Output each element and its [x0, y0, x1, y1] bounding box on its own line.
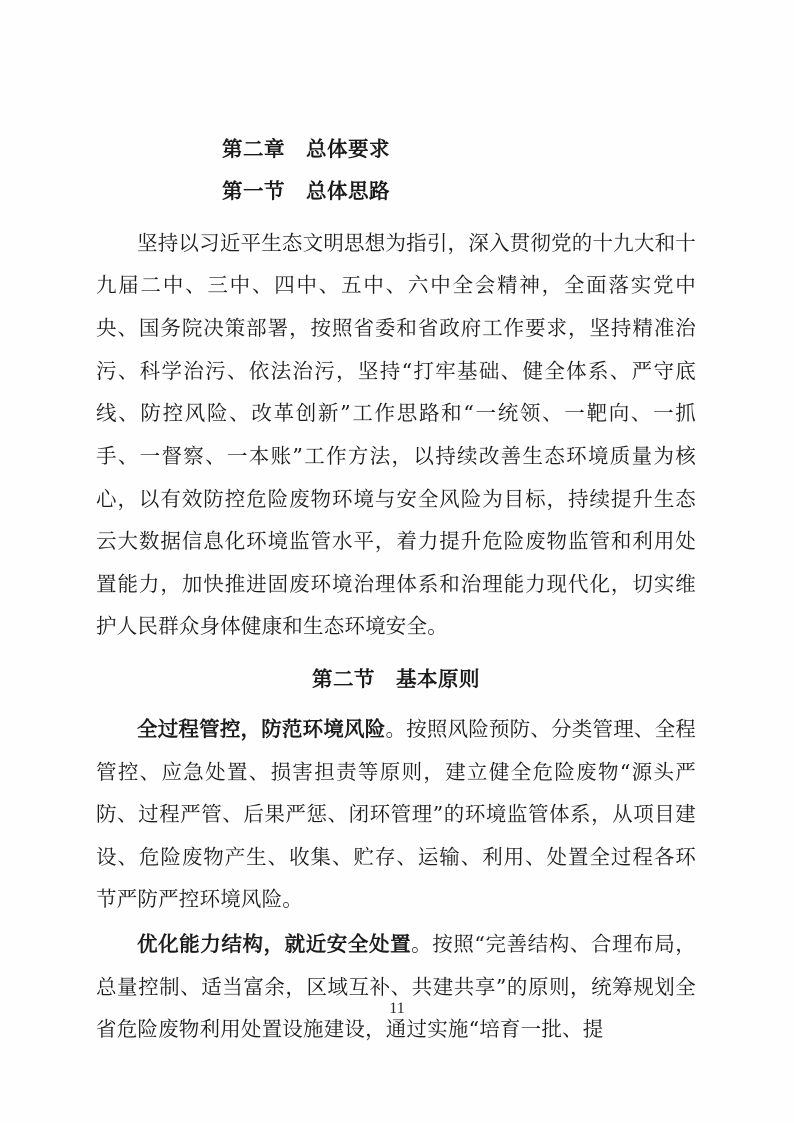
paragraph-general-approach: 坚持以习近平生态文明思想为指引，深入贯彻党的十九大和十九届二中、三中、四中、五中、六中全会精神，全面落实党中央、国务院决策部署，按照省委和省政府工作要求，坚持精准治污、科学治污、依法治污，坚持“打牢基础、健全体系、严守底线、防控风险、改革创新”工作思路和“一统领、一靶向、一抓手、一督察、一本账”工作方法，以持续改善生态环境质量为核心，以有效防控危险废物环境与安全风险为目标，持续提升生态云大数据信息化环境监管水平，着力提升危险废物监管和利用处置能力，加快推进固废环境治理体系和治理能力现代化，切实维护人民群众身体健康和生态环境安全。	[96, 230, 696, 639]
page-number: 11	[389, 1000, 405, 1017]
principle-2-title: 优化能力结构，就近安全处置	[137, 932, 412, 956]
principle-2-body: 。按照“完善结构、合理布局，总量控制、适当富余，区域互补、共建共享”的原则，统筹规划全省危险废物利用处置设施建设，通过实施“培育一批、提	[96, 932, 696, 1042]
paragraph-principle-2	[96, 923, 696, 1051]
paragraph-principle-1	[96, 708, 696, 921]
section-heading-basic-principles: 第二节 基本原则	[312, 667, 480, 691]
page-content	[96, 132, 696, 1051]
section-heading-general-approach: 第一节 总体思路	[222, 178, 390, 203]
chapter-heading: 第二章 总体要求	[222, 137, 390, 161]
principle-1-body: 。按照风险预防、分类管理、全程管控、应急处置、损害担责等原则，建立健全危险废物“源头严防、过程严管、后果严惩、闭环管理”的环境监管体系，从项目建设、危险废物产生、收集、贮存、运输、利用、处置全过程各环节严防严控环境风险。	[96, 716, 697, 912]
principle-1-title: 全过程管控，防范环境风险	[137, 716, 386, 741]
